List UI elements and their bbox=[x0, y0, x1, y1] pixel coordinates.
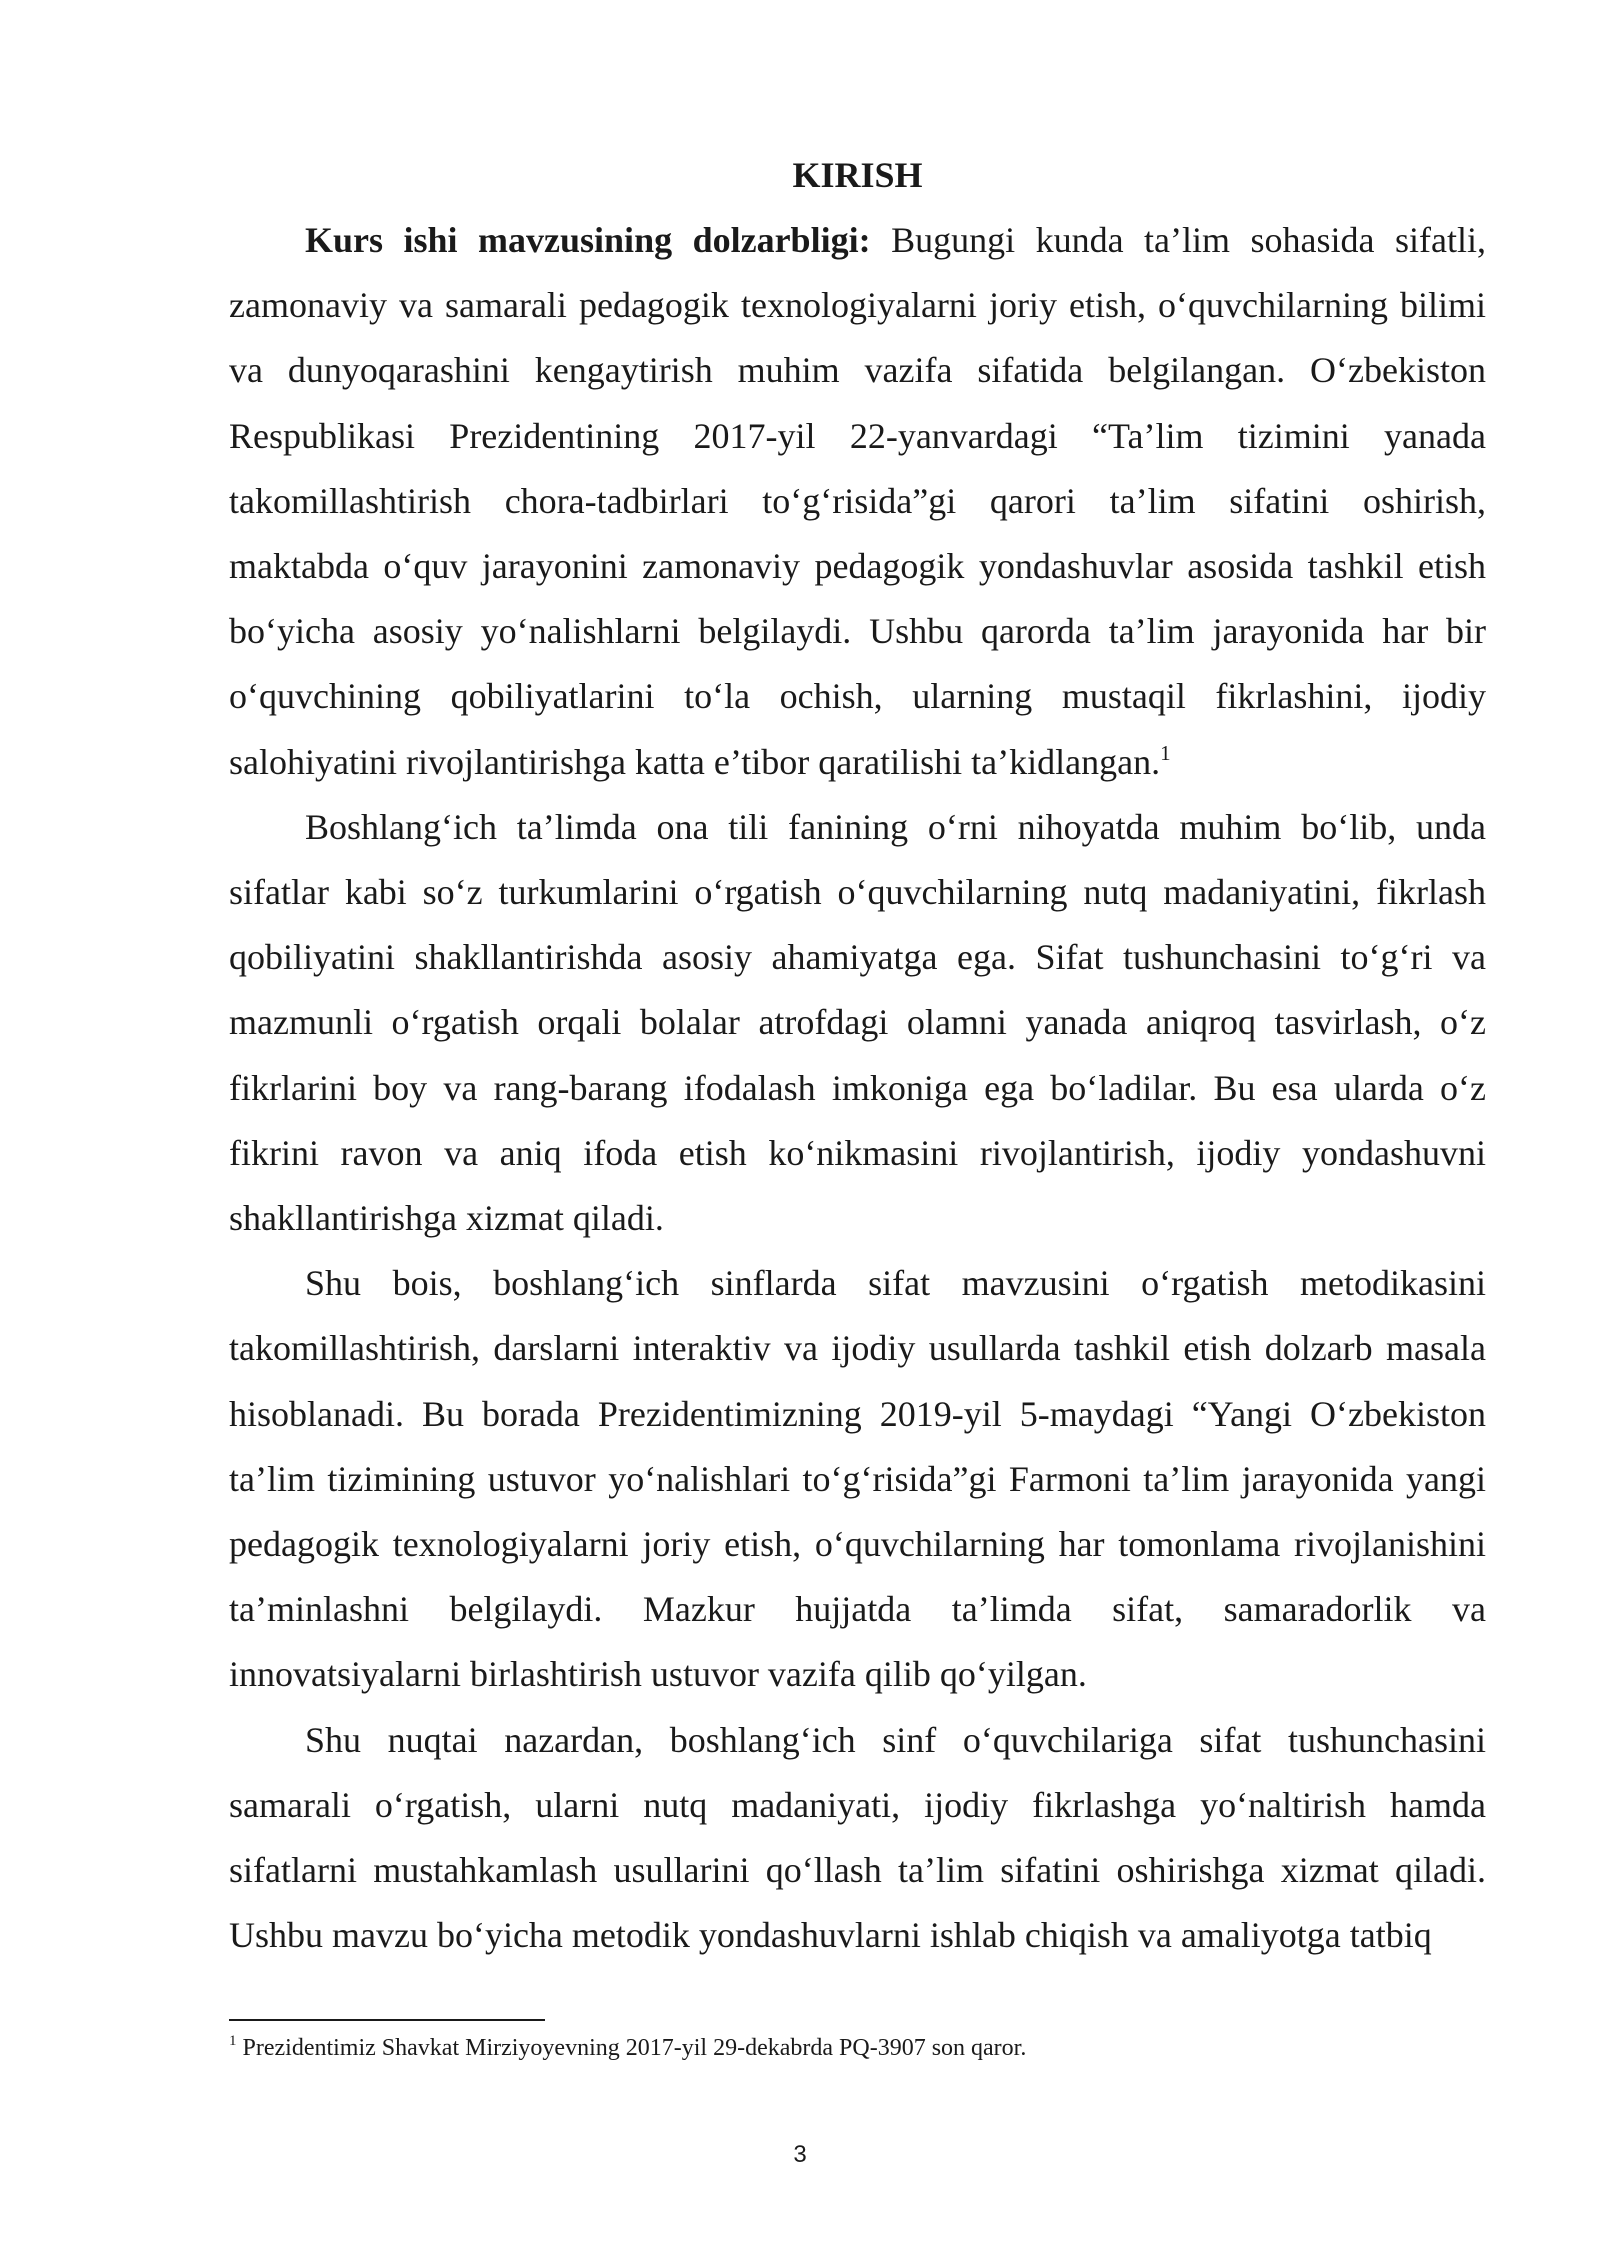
paragraph-relevance bbox=[229, 208, 1486, 795]
footnote-reference[interactable]: 1 bbox=[1160, 740, 1171, 765]
document-body bbox=[229, 150, 1486, 1968]
paragraph-text: Shu bois, boshlang‘ich sinflarda sifat mavzusini o‘rgatish metodikasini takomillashtirish, darslarni interaktiv va ijodiy usullarda tashkil etish dolzarb masala hisoblanadi. Bu borada Prezidentimizning 2019-yil 5-maydagi “Yangi O‘zbekiston ta’lim tizimining ustuvor yo‘nalishlari to‘g‘risida”gi Farmoni ta’lim jarayonida yangi pedagogik texnologiyalarni joriy etish, o‘quvchilarning har tomonlama rivojlanishini ta’minlashni belgilaydi. Mazkur hujjatda ta’limda sifat, samaradorlik va innovatsiyalarni birlashtirish ustuvor vazifa qilib qo‘yilgan. bbox=[229, 1263, 1486, 1695]
footnote-marker: 1 bbox=[229, 2033, 237, 2049]
section-heading: KIRISH bbox=[792, 155, 923, 195]
paragraph-primary-education bbox=[229, 795, 1486, 1251]
footnote-text: Prezidentimiz Shavkat Mirziyoyevning 2017-yil 29-dekabrda PQ-3907 son qaror. bbox=[236, 2035, 1027, 2061]
footnote-separator bbox=[229, 2019, 545, 2021]
page-number: 3 bbox=[793, 2141, 807, 2168]
paragraph-methodology bbox=[229, 1251, 1486, 1707]
paragraph-lead: Kurs ishi mavzusining dolzarbligi: bbox=[305, 220, 871, 260]
paragraph-text: Bugungi kunda ta’lim sohasida sifatli, zamonaviy va samarali pedagogik texnologiyalarni joriy etish, o‘quvchilarning bilimi va dunyoqarashini kengaytirish muhim vazifa sifatida belgilangan. O‘zbekiston Respublikasi Prezidentining 2017-yil 22-yanvardagi “Ta’lim tizimini yanada takomillashtirish chora-tadbirlari to‘g‘risida”gi qarori ta’lim sifatini oshirish, maktabda o‘quv jarayonini zamonaviy pedagogik yondashuvlar asosida tashkil etish bo‘yicha asosiy yo‘nalishlarni belgilaydi. Ushbu qarorda ta’lim jarayonida har bir o‘quvchining qobiliyatlarini to‘la ochish, ularning mustaqil fikrlashini, ijodiy salohiyatini rivojlantirishga katta e’tibor qaratilishi ta’kidlangan. bbox=[229, 220, 1486, 782]
paragraph-text: Shu nuqtai nazardan, boshlang‘ich sinf o‘quvchilariga sifat tushunchasini samarali o‘rgatish, ularni nutq madaniyati, ijodiy fikrlashga yo‘naltirish hamda sifatlarni mustahkamlash usullarini qo‘llash ta’lim sifatini oshirishga xizmat qiladi. Ushbu mavzu bo‘yicha metodik yondashuvlarni ishlab chiqish va amaliyotga tatbiq bbox=[229, 1719, 1486, 1956]
paragraph-text: Boshlang‘ich ta’limda ona tili fanining o‘rni nihoyatda muhim bo‘lib, unda sifatlar kabi so‘z turkumlarini o‘rgatish o‘quvchilarning nutq madaniyatini, fikrlash qobiliyatini shakllantirishda asosiy ahamiyatga ega. Sifat tushunchasini to‘g‘ri va mazmunli o‘rgatish orqali bolalar atrofdagi olamni yanada aniqroq tasvirlash, o‘z fikrlarini boy va rang-barang ifodalash imkoniga ega bo‘ladilar. Bu esa ularda o‘z fikrini ravon va aniq ifoda etish ko‘nikmasini rivojlantirish, ijodiy yondashuvni shakllantirishga xizmat qiladi. bbox=[229, 806, 1486, 1239]
paragraph-conclusion bbox=[229, 1708, 1486, 1969]
footnote bbox=[229, 2032, 1486, 2064]
